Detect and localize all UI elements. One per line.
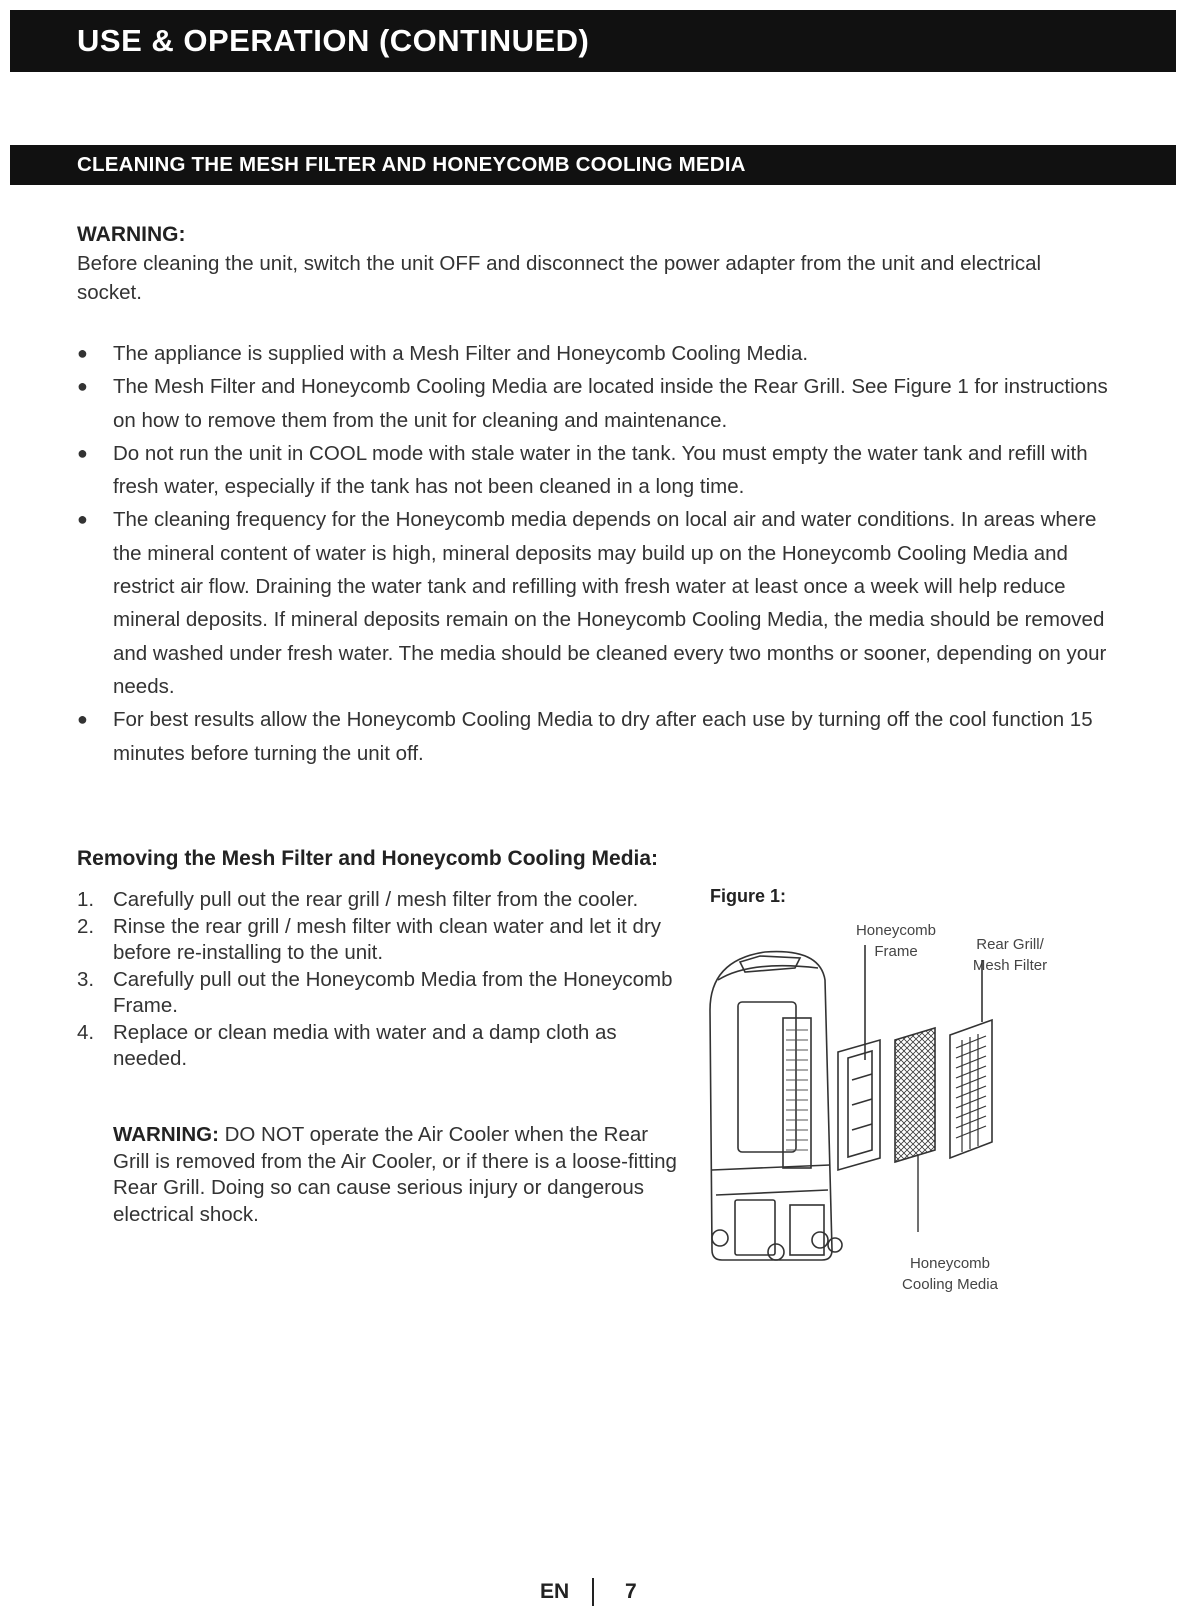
section-banner bbox=[10, 145, 1176, 185]
bullet-icon: ● bbox=[77, 709, 88, 730]
honeycomb-frame-illustration bbox=[838, 945, 880, 1170]
operation-warning-text: DO NOT operate the Air Cooler when the Rear Grill is removed from the Air Cooler, or if there is a loose-fitting Rear Grill. Doing so can cause serious injury or dangerous electrical shock. bbox=[113, 1123, 677, 1226]
list-item: ● Do not run the unit in COOL mode with stale water in the tank. You must empty the water tank and refill with fresh water, especially if the tank has not been cleaned in a long time. bbox=[77, 437, 1112, 504]
callout-honeycomb-frame: Honeycomb Frame bbox=[855, 922, 937, 960]
callout-rear-grill: Rear Grill/ Mesh Filter bbox=[972, 936, 1048, 974]
warning-text: Before cleaning the unit, switch the unit OFF and disconnect the power adapter from the unit and electrical socket. bbox=[77, 252, 1042, 304]
section-title: CLEANING THE MESH FILTER AND HONEYCOMB COOLING MEDIA bbox=[77, 153, 746, 176]
list-item: ● The appliance is supplied with a Mesh Filter and Honeycomb Cooling Media. bbox=[77, 337, 1112, 370]
bullet-icon: ● bbox=[77, 343, 88, 363]
operation-warning bbox=[113, 1122, 688, 1228]
bullet-icon: ● bbox=[77, 376, 88, 397]
callout-cooling-media: Honeycomb Cooling Media bbox=[902, 1255, 998, 1293]
step-item: 4. Replace or clean media with water and a damp cloth as needed. bbox=[77, 1020, 617, 1070]
header-banner bbox=[10, 10, 1176, 72]
cooling-media-illustration bbox=[895, 1028, 935, 1232]
operation-warning-label: WARNING: bbox=[113, 1123, 219, 1146]
rear-grill-illustration bbox=[950, 960, 992, 1158]
step-item: 3. Carefully pull out the Honeycomb Media from the Honeycomb Frame. bbox=[77, 967, 673, 1017]
list-item: ● The Mesh Filter and Honeycomb Cooling Media are located inside the Rear Grill. See Figure 1 for instructions on how to remove them from the unit for cleaning and maintenance. bbox=[77, 370, 1112, 437]
removing-heading: Removing the Mesh Filter and Honeycomb Cooling Media: bbox=[77, 847, 659, 870]
step-item: 2. Rinse the rear grill / mesh filter with clean water and let it dry before re-installing to the unit. bbox=[77, 914, 662, 964]
footer-divider bbox=[592, 1578, 594, 1606]
air-cooler-illustration bbox=[710, 952, 842, 1260]
step-item: 1. Carefully pull out the rear grill / mesh filter from the cooler. bbox=[77, 888, 639, 911]
page-number: 7 bbox=[625, 1580, 637, 1603]
bullet-icon: ● bbox=[77, 442, 88, 463]
bullet-icon: ● bbox=[77, 509, 88, 530]
steps-list bbox=[77, 887, 687, 1073]
warning-label: WARNING: bbox=[77, 223, 186, 246]
list-item: ● The cleaning frequency for the Honeycomb media depends on local air and water conditions. In areas where the mineral content of water is high, mineral deposits may build up on the Honeycomb Cooling Media and restrict air flow. Draining the water tank and refilling with fresh water at least once a week will help reduce mineral deposits. If mineral deposits remain on the Honeycomb Cooling Media, the media should be removed and washed under fresh water. The media should be cleaned every two months or sooner, depending on your needs. bbox=[77, 503, 1112, 703]
page-footer bbox=[0, 1580, 1186, 1616]
page-title: USE & OPERATION (CONTINUED) bbox=[77, 23, 590, 58]
bullet-list bbox=[77, 337, 1112, 770]
language-code: EN bbox=[540, 1580, 570, 1603]
air-cooler-diagram bbox=[700, 940, 1040, 1280]
list-item: ● For best results allow the Honeycomb Cooling Media to dry after each use by turning off the cool function 15 minutes before turning the unit off. bbox=[77, 703, 1112, 770]
figure-label: Figure 1: bbox=[710, 886, 787, 906]
